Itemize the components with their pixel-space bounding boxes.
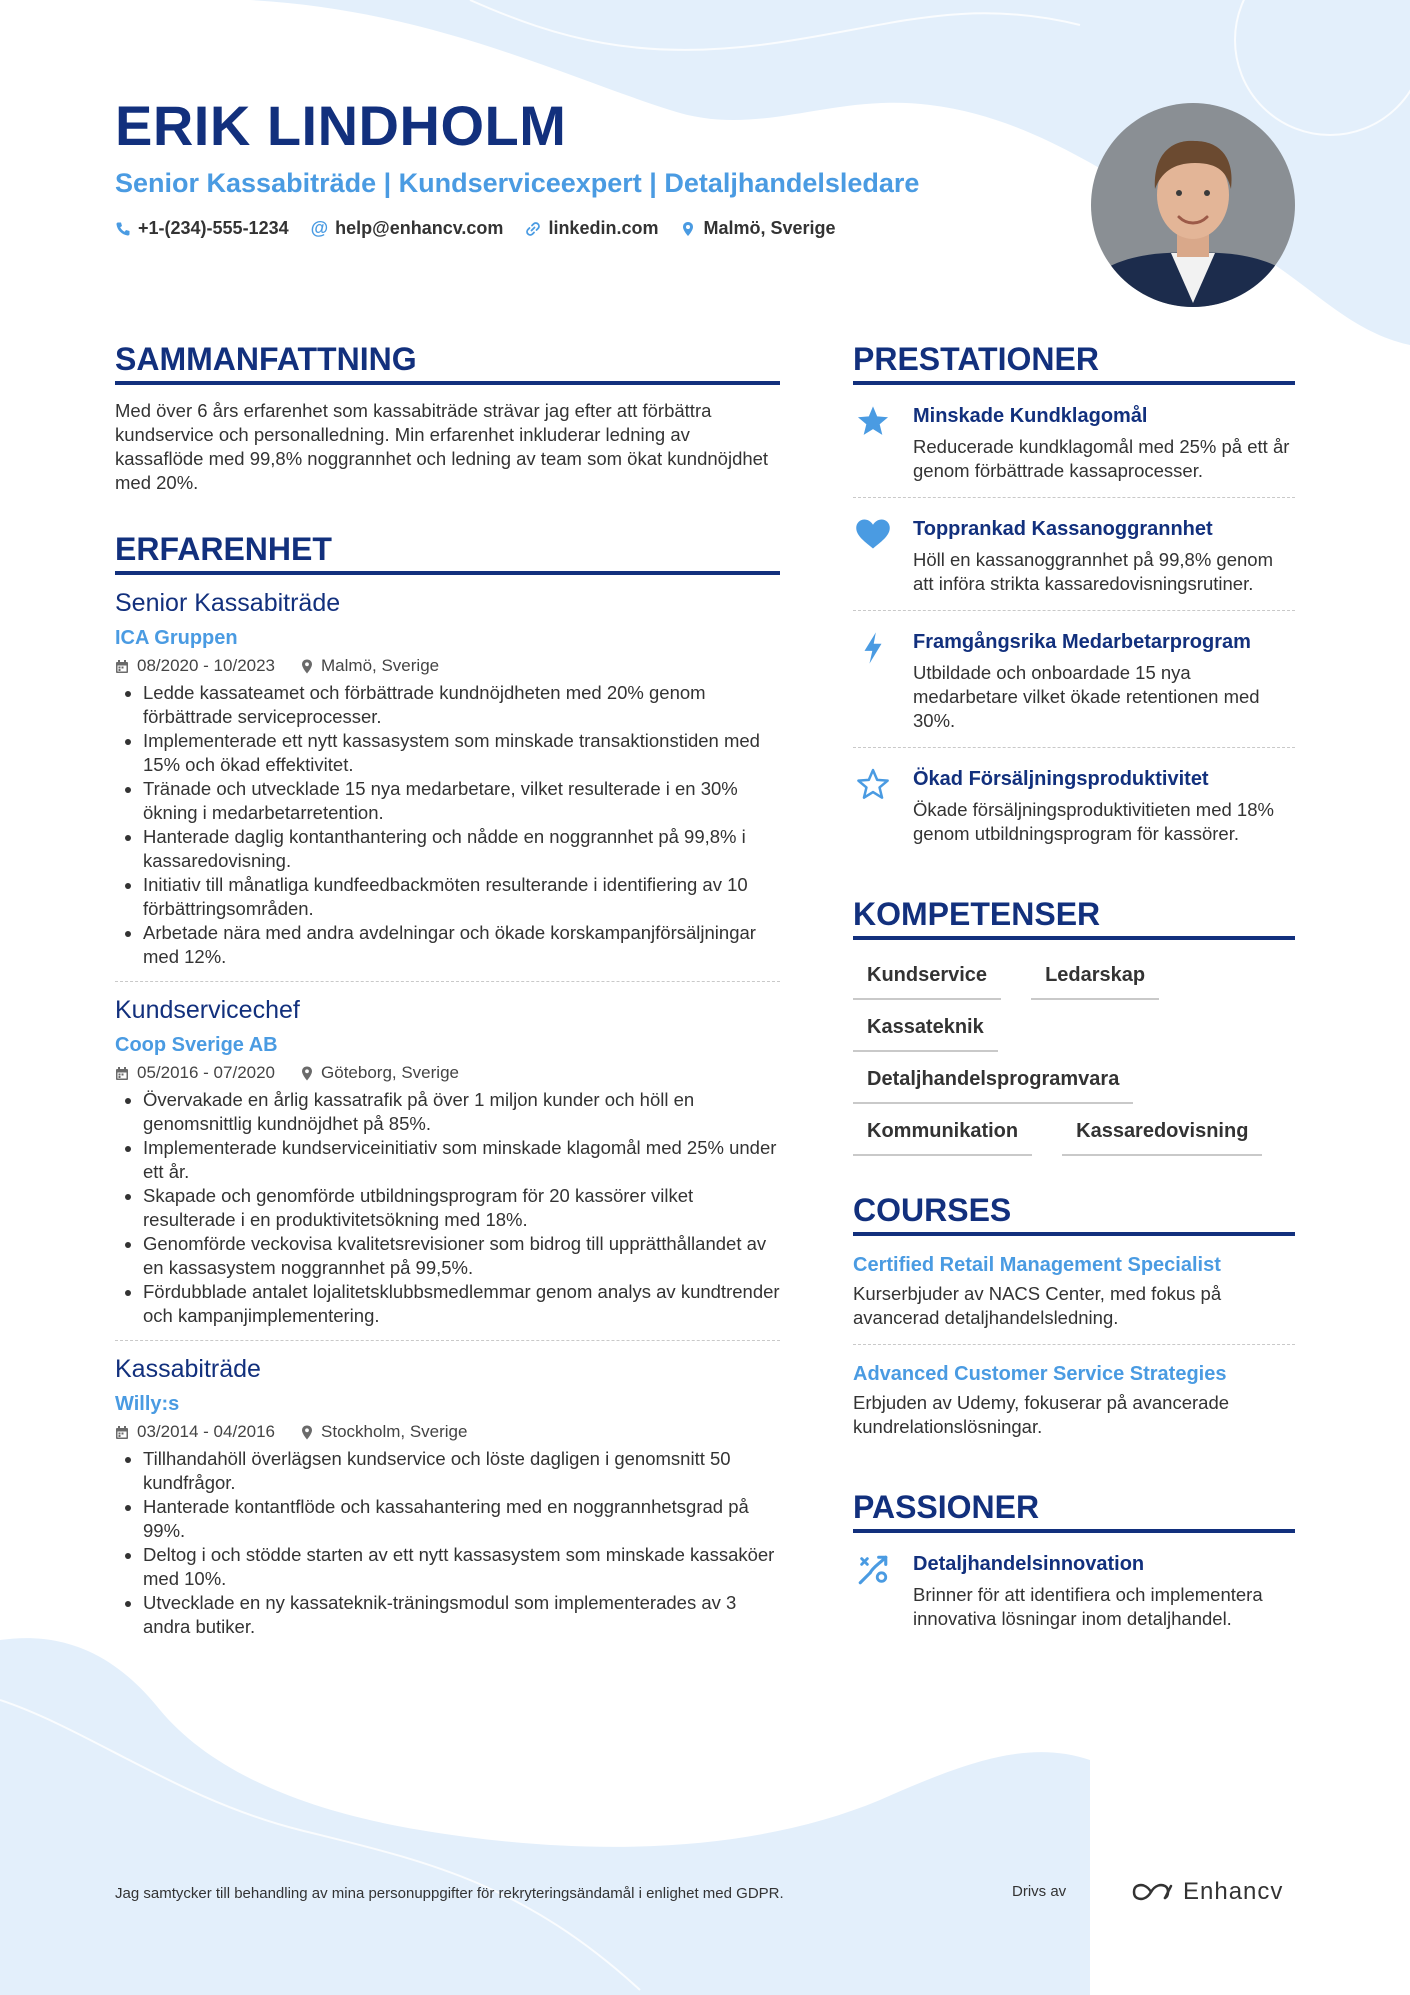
job-company: ICA Gruppen	[115, 627, 238, 649]
skill-tag: Ledarskap	[1031, 962, 1159, 1000]
passion-title: Detaljhandelsinnovation	[913, 1553, 1145, 1575]
skill-tag: Kommunikation	[853, 1118, 1032, 1156]
skills-section	[853, 898, 1295, 1156]
passion-item	[853, 1533, 1295, 1631]
section-title-courses: COURSES	[853, 1194, 1295, 1236]
job-bullet: • Skapade och genomförde utbildningsprogram för 20 kassörer vilket resulterade i en produktivitetsökning med 18%.	[143, 1184, 780, 1232]
innovation-icon	[853, 1551, 893, 1631]
achievements-section	[853, 343, 1295, 860]
achievement-desc: Höll en kassanoggrannhet på 99,8% genom att införa strikta kassaredovisningsrutiner.	[913, 549, 1273, 594]
section-title-achievements: PRESTATIONER	[853, 343, 1295, 385]
job-company: Coop Sverige AB	[115, 1034, 278, 1056]
job-location-text: Stockholm, Sverige	[321, 1422, 468, 1441]
job-bullet: • Arbetade nära med andra avdelningar och ökade korskampanjförsäljningar med 12%.	[143, 921, 780, 969]
job-title: Senior Kassabiträde	[115, 589, 341, 617]
job-bullet: • Fördubblade antalet lojalitetsklubbsmedlemmar genom analys av kundtrender och kampanjimplementering.	[143, 1280, 780, 1328]
job-meta	[115, 1062, 780, 1084]
enhancv-logo-icon	[1131, 1880, 1175, 1904]
job-bullet: • Utvecklade en ny kassateknik-träningsmodul som implementerades av 3 andra butiker.	[143, 1591, 780, 1639]
job-entry	[115, 1340, 780, 1639]
phone-text: +1-(234)-555-1234	[138, 218, 289, 238]
course-desc: Kurserbjuder av NACS Center, med fokus på avancerad detaljhandelsledning.	[853, 1283, 1222, 1328]
experience-section	[115, 533, 780, 1639]
calendar-icon	[115, 1425, 129, 1440]
contact-phone[interactable]	[115, 218, 289, 239]
achievement-item	[853, 498, 1295, 611]
achievement-desc: Ökade försäljningsproduktivitieten med 18% genom utbildningsprogram för kassörer.	[913, 799, 1274, 844]
star-filled-icon	[853, 403, 893, 483]
section-title-summary: SAMMANFATTNING	[115, 343, 780, 385]
job-title: Kundservicechef	[115, 996, 300, 1024]
job-bullet: • Tillhandahöll överlägsen kundservice och löste dagligen i genomsnitt 50 kundfrågor.	[143, 1447, 780, 1495]
achievement-title: Framgångsrika Medarbetarprogram	[913, 631, 1251, 653]
calendar-icon	[115, 1066, 129, 1081]
job-bullet: • Övervakade en årlig kassatrafik på över 1 miljon kunder och höll en genomsnittlig kundnöjdhet på 85%.	[143, 1088, 780, 1136]
enhancv-brand-text: Enhancv	[1183, 1878, 1284, 1905]
heart-icon	[853, 516, 893, 596]
linkedin-text: linkedin.com	[548, 218, 659, 238]
skills-list	[853, 962, 1295, 1156]
job-location	[301, 1062, 459, 1084]
link-icon	[525, 221, 541, 237]
job-meta	[115, 1421, 780, 1443]
summary-text: Med över 6 års erfarenhet som kassabiträde strävar jag efter att förbättra kundservice och personalledning. Min erfarenhet inkluderar ledning av kassaflöde med 99,8% noggrannhet och ledning av team som ökat kundnöjdhet med 20%.	[115, 400, 769, 493]
passion-desc: Brinner för att identifiera och implementera innovativa lösningar inom detaljhandel.	[913, 1584, 1263, 1629]
email-text: help@enhancv.com	[335, 218, 504, 238]
achievement-item	[853, 748, 1295, 860]
gdpr-consent: Jag samtycker till behandling av mina personuppgifter för rekryteringsändamål i enlighet med GDPR.	[115, 1885, 784, 1902]
job-bullet: • Hanterade daglig kontanthantering och nådde en noggrannhet på 99,8% i kassaredovisning.	[143, 825, 780, 873]
job-bullet: • Hanterade kontantflöde och kassahantering med en noggrannhetsgrad på 99%.	[143, 1495, 780, 1543]
section-title-skills: KOMPETENSER	[853, 898, 1295, 940]
course-desc: Erbjuden av Udemy, fokuserar på avancerade kundrelationslösningar.	[853, 1392, 1230, 1437]
achievement-desc: Reducerade kundklagomål med 25% på ett år genom förbättrade kassaprocesser.	[913, 436, 1290, 481]
job-bullet: • Tränade och utvecklade 15 nya medarbetare, vilket resulterade i en 30% ökning i medarbetarretention.	[143, 777, 780, 825]
job-location	[301, 655, 439, 677]
location-pin-icon	[301, 1066, 313, 1081]
job-bullets	[115, 681, 780, 969]
headline: Senior Kassabiträde | Kundserviceexpert | Detaljhandelsledare	[115, 168, 920, 198]
at-icon: @	[310, 218, 329, 238]
summary-section	[115, 343, 780, 495]
course-title: Advanced Customer Service Strategies	[853, 1363, 1227, 1385]
skill-tag: Detaljhandelsprogramvara	[853, 1066, 1133, 1104]
job-bullet: • Deltog i och stödde starten av ett nytt kassasystem som minskade kassaköer med 10%.	[143, 1543, 780, 1591]
lightning-icon	[853, 629, 893, 733]
section-title-passions: PASSIONER	[853, 1491, 1295, 1533]
job-bullet: • Ledde kassateamet och förbättrade kundnöjdheten med 20% genom förbättrade serviceprocesser.	[143, 681, 780, 729]
job-bullets	[115, 1447, 780, 1639]
skill-tag: Kassaredovisning	[1062, 1118, 1262, 1156]
achievement-title: Minskade Kundklagomål	[913, 405, 1148, 427]
location-pin-icon	[301, 659, 313, 674]
location-pin-icon	[680, 221, 696, 237]
job-location	[301, 1421, 467, 1443]
job-dates-text: 05/2016 - 07/2020	[137, 1063, 276, 1082]
achievement-title: Ökad Försäljningsproduktivitet	[913, 768, 1209, 790]
left-column	[115, 343, 780, 1677]
job-bullets	[115, 1088, 780, 1328]
achievement-title: Topprankad Kassanoggrannhet	[913, 518, 1213, 540]
calendar-icon	[115, 659, 129, 674]
job-bullet: • Implementerade ett nytt kassasystem som minskade transaktionstiden med 15% och ökad effektivitet.	[143, 729, 780, 777]
achievement-item	[853, 385, 1295, 498]
right-column	[853, 343, 1295, 1669]
job-dates-text: 03/2014 - 04/2016	[137, 1422, 276, 1441]
job-dates	[115, 1062, 275, 1084]
powered-by-label: Drivs av	[1012, 1883, 1067, 1900]
job-bullet: • Genomförde veckovisa kvalitetsrevisioner som bidrog till upprätthållandet av en kassasystem noggrannhet på 99,5%.	[143, 1232, 780, 1280]
contact-location	[680, 218, 835, 239]
star-outline-icon	[853, 766, 893, 846]
location-text: Malmö, Sverige	[703, 218, 836, 238]
job-company: Willy:s	[115, 1393, 180, 1415]
course-title: Certified Retail Management Specialist	[853, 1254, 1221, 1276]
job-location-text: Malmö, Sverige	[321, 656, 440, 675]
passions-section	[853, 1491, 1295, 1631]
job-bullet: • Initiativ till månatliga kundfeedbackmöten resulterande i identifiering av 10 förbättringsområden.	[143, 873, 780, 921]
job-meta	[115, 655, 780, 677]
job-entry	[115, 981, 780, 1328]
courses-section	[853, 1194, 1295, 1453]
job-dates	[115, 1421, 275, 1443]
course-item	[853, 1345, 1295, 1453]
job-dates	[115, 655, 275, 677]
phone-icon	[115, 221, 131, 237]
contact-email[interactable]	[311, 218, 504, 239]
candidate-name: ERIK LINDHOLM	[115, 94, 567, 157]
contact-bar	[115, 218, 836, 239]
achievement-desc: Utbildade och onboardade 15 nya medarbetare vilket ökade retentionen med 30%.	[913, 662, 1260, 731]
job-location-text: Göteborg, Sverige	[321, 1063, 459, 1082]
section-title-experience: ERFARENHET	[115, 533, 780, 575]
job-title: Kassabiträde	[115, 1355, 261, 1383]
skill-tag: Kundservice	[853, 962, 1001, 1000]
location-pin-icon	[301, 1425, 313, 1440]
job-bullet: • Implementerade kundserviceinitiativ som minskade klagomål med 25% under ett år.	[143, 1136, 780, 1184]
job-entry	[115, 575, 780, 969]
skill-tag: Kassateknik	[853, 1014, 998, 1052]
achievement-item	[853, 611, 1295, 748]
contact-linkedin[interactable]	[525, 218, 658, 239]
course-item	[853, 1236, 1295, 1345]
job-dates-text: 08/2020 - 10/2023	[137, 656, 276, 675]
profile-photo	[1091, 103, 1295, 307]
enhancv-logo[interactable]	[1131, 1878, 1283, 1906]
